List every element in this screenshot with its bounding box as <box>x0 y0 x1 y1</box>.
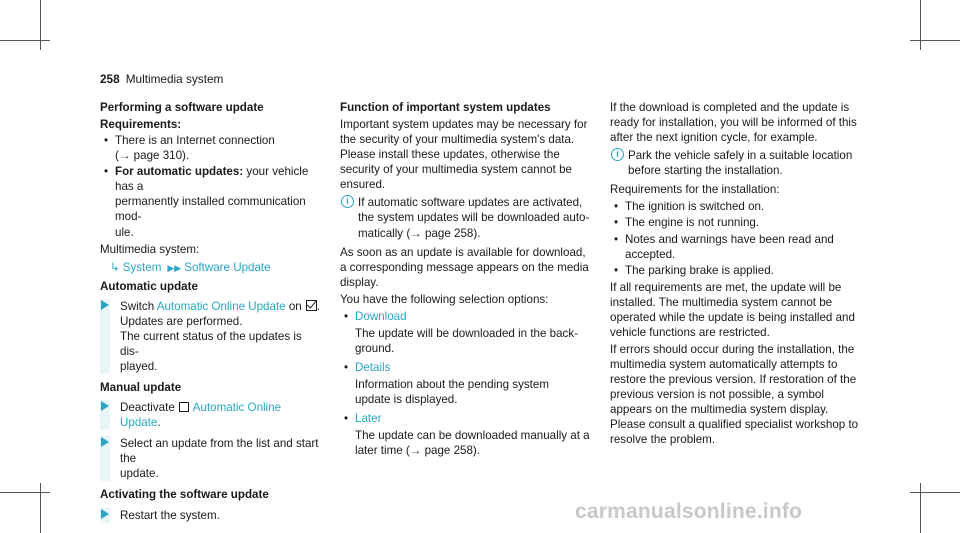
page-number: 258 <box>100 72 120 86</box>
list-item: • Notes and warnings have been read and accepted. <box>614 232 834 261</box>
checkbox-empty-icon <box>179 402 189 412</box>
options-list <box>340 360 590 375</box>
column-3 <box>610 100 870 449</box>
heading-performing-update: Performing a software update <box>100 101 264 114</box>
crop-mark <box>920 483 921 533</box>
automatic-online-update-option[interactable]: Automatic Online Update <box>156 299 286 313</box>
list-item: • Details <box>344 361 391 374</box>
option-description: The update will be downloaded in the back- ground. <box>355 326 579 355</box>
heading-activating-update: Activating the software update <box>100 488 269 502</box>
heading-automatic-update: Automatic update <box>100 279 198 293</box>
paragraph: If errors should occur during the installation, the multimedia system automatically attempts to restore the previous version. If restoration of the previous version is not possible, a symbol appears on the multimedia system display. Please consult a qualified specialist workshop to resolve the problem. <box>610 342 859 447</box>
crop-mark <box>910 492 960 493</box>
options-list <box>340 411 590 426</box>
checkbox-checked-icon <box>306 300 317 311</box>
page-header <box>100 72 223 87</box>
paragraph: If the download is completed and the update is ready for installation, you will be informed of this after the next ignition cycle, for example. <box>610 101 857 145</box>
column-2 <box>340 100 590 462</box>
options-list <box>340 309 590 324</box>
list-item: • The parking brake is applied. <box>614 263 774 277</box>
crop-mark <box>910 40 960 41</box>
multimedia-label: Multimedia system: <box>100 242 200 256</box>
list-item: • Later <box>344 412 382 426</box>
requirements-label: Requirements: <box>100 118 182 132</box>
requirements-label: Requirements for the installation: <box>610 183 780 197</box>
paragraph: If all requirements are met, the update will be installed. The multimedia system cannot be operated while the update is being installed and vehicle functions are restricted. <box>610 280 855 339</box>
section-title: Multimedia system <box>125 72 224 86</box>
option-later[interactable]: Later <box>355 412 382 426</box>
list-item: • Download <box>344 309 407 323</box>
option-description: Information about the pending system update is displayed. <box>355 378 549 407</box>
list-item: • For automatic updates: your vehicle has a permanently installed communication mod- ule. <box>104 165 309 239</box>
paragraph: You have the following selection options: <box>340 292 549 306</box>
crop-mark <box>40 483 41 533</box>
heading-function-updates: Function of important system updates <box>340 101 551 114</box>
instruction-step: Switch Automatic Online Update on . Updates are performed. The current status of the updates is dis- played. <box>100 299 322 374</box>
automatic-online-update-option[interactable]: Automatic Online Update <box>120 401 282 430</box>
paragraph: As soon as an update is available for download, a corresponding message appears on the media display. <box>340 245 589 289</box>
info-icon: i <box>341 195 354 208</box>
info-note: i Park the vehicle safely in a suitable location before starting the installation. <box>610 148 870 178</box>
double-chevron-icon: ▶▶ <box>167 262 182 273</box>
step-arrow-icon <box>101 300 109 310</box>
crop-mark <box>0 40 50 41</box>
crop-mark <box>40 0 41 50</box>
instruction-step: Select an update from the list and start the update. <box>100 436 322 481</box>
return-arrow-icon: ↳ <box>110 260 120 274</box>
step-arrow-icon <box>101 509 109 519</box>
heading-manual-update: Manual update <box>100 381 182 395</box>
instruction-step: Deactivate Automatic Online Update. <box>100 400 322 430</box>
requirements-list <box>100 133 322 239</box>
watermark: carmanualsonline.info <box>575 500 803 523</box>
crop-mark <box>0 492 50 493</box>
instruction-step: Restart the system. <box>100 508 322 523</box>
option-download[interactable]: Download <box>355 309 407 323</box>
option-description: The update can be downloaded manually at a later time (→ page 258). <box>355 429 590 458</box>
page-link[interactable]: (→ page 310). <box>115 149 190 163</box>
info-note: i If automatic software updates are activated, the system updates will be downloaded auto- matically (→ page 258). <box>340 195 590 240</box>
list-item: • The engine is not running. <box>614 216 760 230</box>
list-item: • The ignition is switched on. <box>614 200 765 214</box>
crop-mark <box>920 0 921 50</box>
step-arrow-icon <box>101 437 109 447</box>
requirements-list <box>610 199 870 277</box>
info-icon: i <box>611 148 624 161</box>
column-1 <box>100 100 322 529</box>
paragraph: Important system updates may be necessary for the security of your multimedia system's data. Please install these updates, otherwise the security of your multimedia system cannot be ensured. <box>340 118 588 192</box>
menu-system[interactable]: System <box>122 260 162 274</box>
option-details[interactable]: Details <box>355 361 391 374</box>
menu-path <box>100 260 322 275</box>
list-item: • There is an Internet connection (→ page 310). <box>104 134 275 163</box>
menu-software-update[interactable]: Software Update <box>184 260 271 274</box>
step-arrow-icon <box>101 401 109 411</box>
